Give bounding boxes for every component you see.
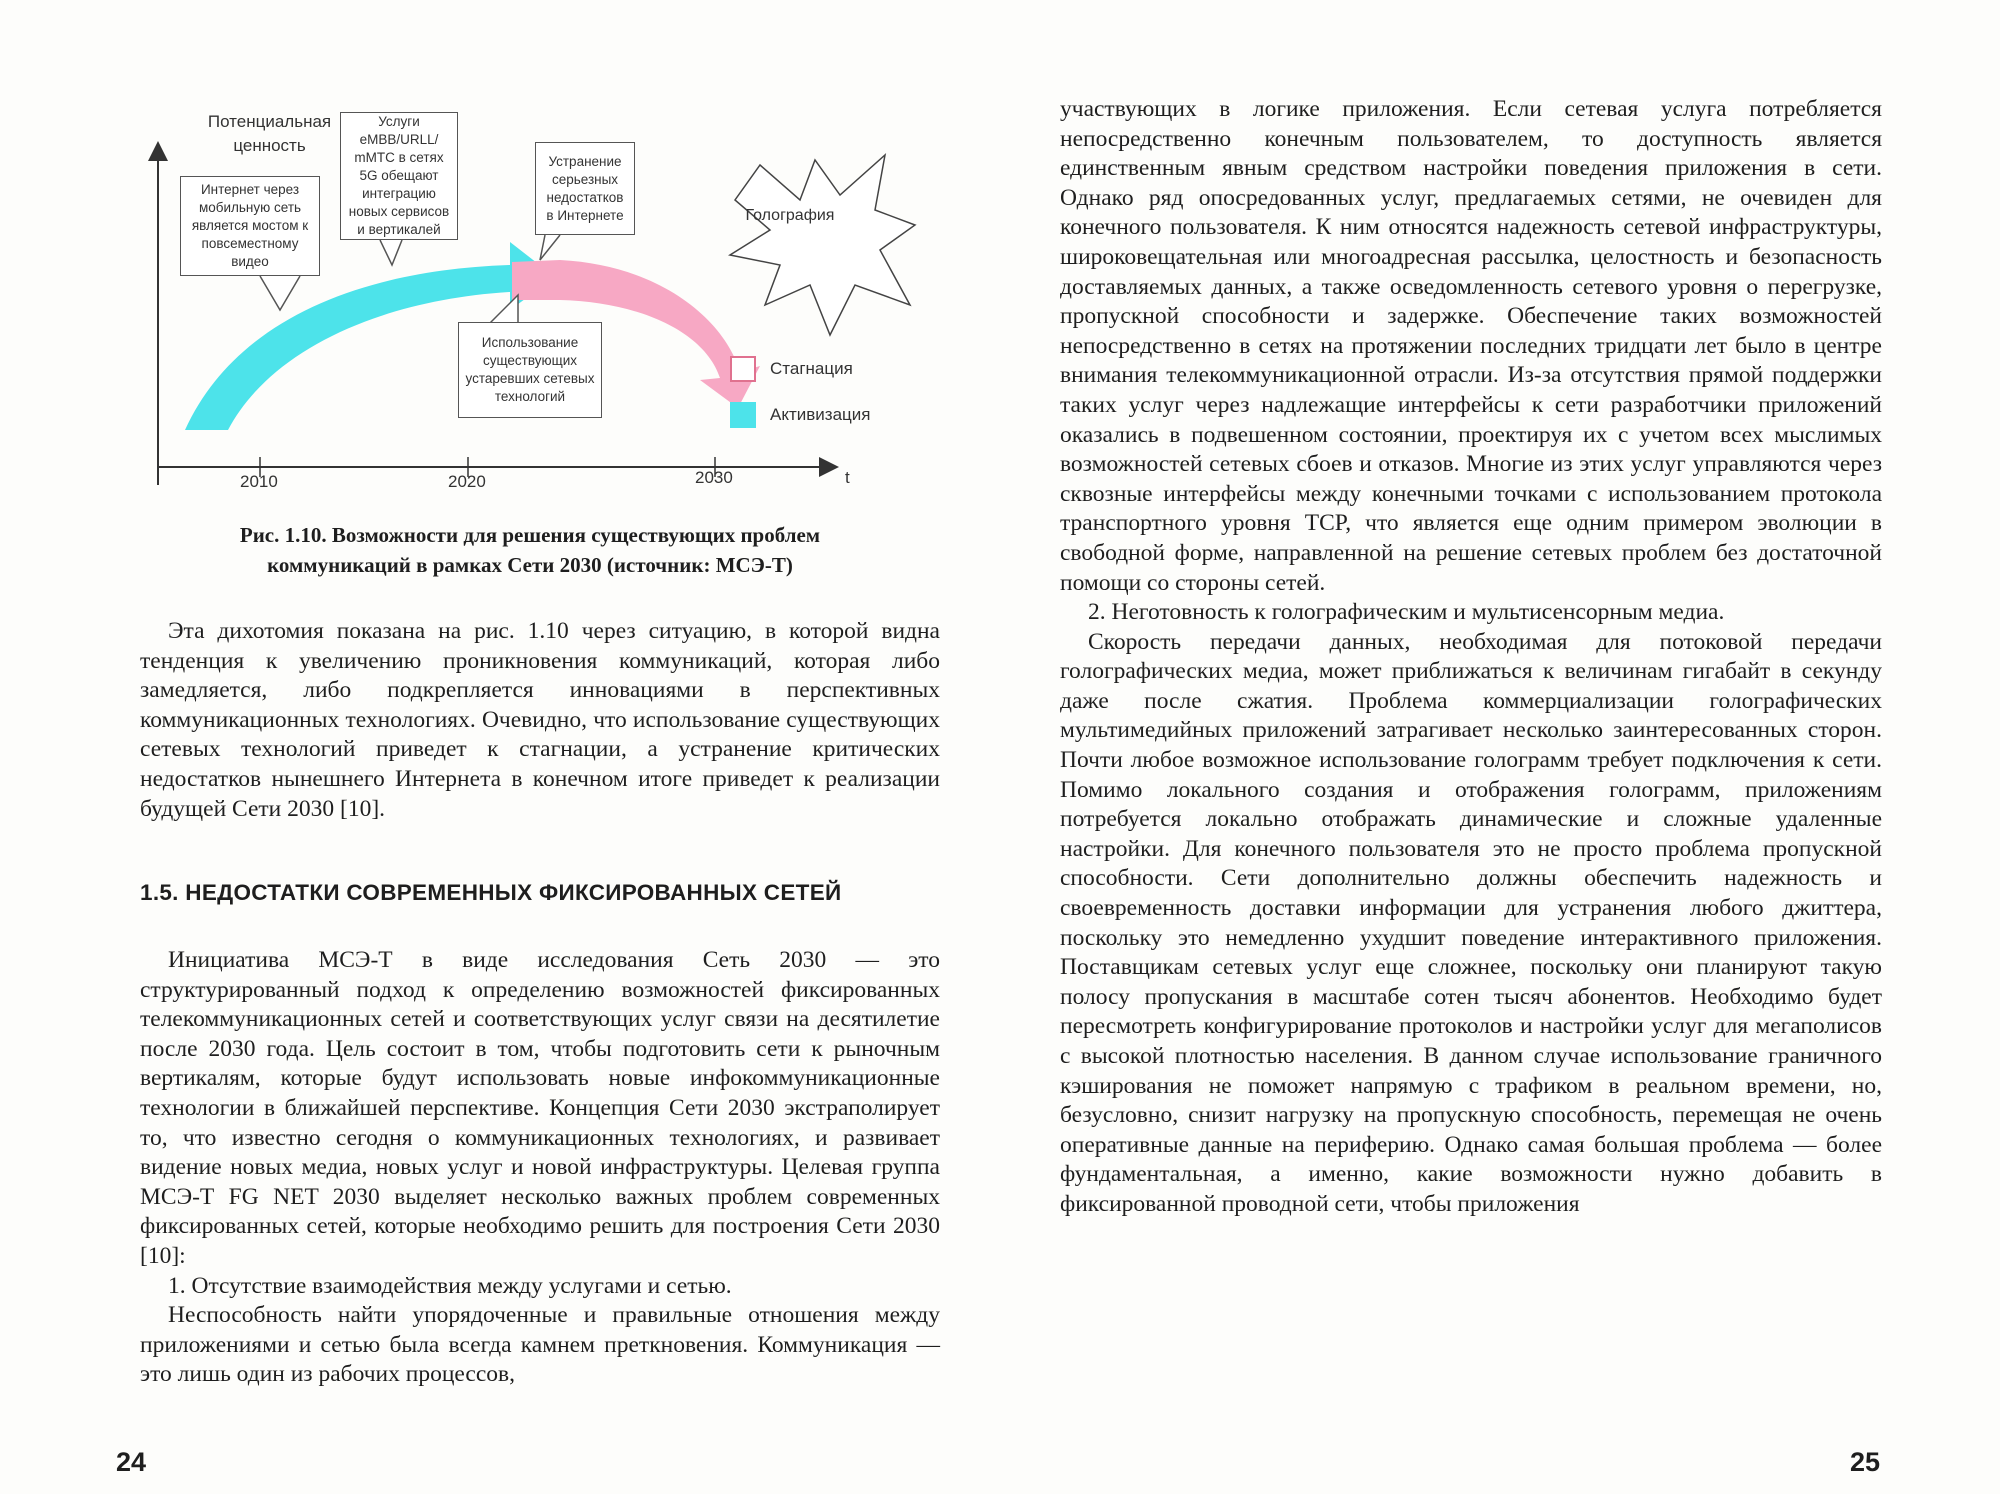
- right-text: [1060, 95, 1882, 1220]
- legend-stagnation-label: Стагнация: [770, 359, 853, 378]
- callout-pointer-legacy: [490, 295, 518, 323]
- caption-line-1: Рис. 1.10. Возможности для решения существующих проблем: [239, 523, 821, 547]
- tick-label-2010: 2010: [240, 472, 278, 491]
- paragraph: Инициатива МСЭ-Т в виде исследования Сеть 2030 — это структурированный подход к определению возможностей фиксированных телекоммуникационных сетей и соответствующих услуг связи на десятилетие после 2030 года. Цель состоит в том, чтобы подготовить сети к рыночным вертикалям, которые будут использовать новые инфокоммуникационные технологии в ближайшей перспективе. Концепция Сети 2030 экстраполирует то, что известно сегодня о коммуникационных технологиях, и развивает видение новых медиа, новых услуг и новой инфраструктуры. Целевая группа МСЭ-Т FG NET 2030 выделяет несколько важных проблем современных фиксированных сетей, которые необходимо решить для построения Сети 2030 [10]:: [140, 947, 940, 1269]
- holography-star: [730, 155, 915, 335]
- callout-pointer-elimination: [540, 235, 560, 260]
- callout-pointer-internet: [260, 276, 300, 310]
- callout-pointer-services: [380, 240, 402, 265]
- paragraph: Эта дихотомия показана на рис. 1.10 через ситуацию, в которой видна тенденция к увеличению проникновения коммуникаций, которая либо замедляется, либо подкрепляется инновациями в перспективных коммуникационных технологиях. Очевидно, что использование существующих сетевых технологий приведет к стагнации, а устранение критических недостатков нынешнего Интернета в конечном итоге приведет к реализации будущей Сети 2030 [10].: [140, 618, 940, 822]
- section-title: 1.5. НЕДОСТАТКИ СОВРЕМЕННЫХ ФИКСИРОВАННЫХ СЕТЕЙ: [140, 880, 842, 905]
- paragraph: участвующих в логике приложения. Если сетевая услуга потребляется непосредственно конечным пользователем, то доступность является единственным явным средством настройки поведения приложения в сети. Однако ряд опосредованных услуг, предлагаемых сетями, не очевиден для конечного пользователя. К ним относятся надежность сетевой инфраструктуры, широковещательная или многоадресная рассылка, целостность и безопасность доставляемых данных, а также осведомленность сетевого уровня о перегрузке, пропускной способности и задержке. Обеспечение таких возможностей непосредственно в сетях на протяжении последних тридцати лет было в центре внимания телекоммуникационной отрасли. Из-за отсутствия прямой поддержки таких услуг через надлежащие интерфейсы к сети разработчики приложений оказались в подвешенном состоянии, проектируя их с учетом всех мыслимых возможностей сетевых сбоев и отказов. Многие из этих услуг управляются через сквозные интерфейсы между конечными точками с использованием протокола транспортного уровня TCP, что является еще одним примером эволюции в свободной форме, направленной на решение сетевых проблем без достаточной помощи со стороны сетей.: [1060, 96, 1882, 596]
- x-axis-label: t: [845, 468, 850, 487]
- stagnation-swatch: [730, 356, 756, 382]
- page-number-right: 25: [1850, 1447, 1881, 1477]
- callout-legacy: Использование существующих устаревших сетевых технологий: [458, 322, 602, 418]
- list-item-1: 1. Отсутствие взаимодействия между услугами и сетью.: [168, 1272, 732, 1299]
- callout-internet: Интернет через мобильную сеть является мостом к повсеместному видео: [180, 176, 320, 276]
- figure-1-10: [140, 100, 940, 500]
- paragraph: Скорость передачи данных, необходимая для потоковой передачи голографических медиа, может приближаться к величинам гигабайт в секунду даже после сжатия. Проблема коммерциализации голографических мультимедийных приложений затрагивает несколько заинтересованных сторон. Почти любое возможное использование голограмм требует подключения к сети. Помимо локального создания и отображения голограмм, приложениям потребуется локально отображать динамические и сложные удаленные настройки. Для конечного пользователя это не просто проблема пропускной способности. Сети дополнительно должны обеспечить надежность и своевременность доставки информации для устранения любого джиттера, поскольку это немедленно ухудшит поведение интерактивного приложения. Поставщикам сетевых услуг еще сложнее, поскольку они планируют такую полосу пропускания в масштабе сотен тысяч абонентов. Необходимо будет пересмотреть конфигурирование протоколов и настройки услуг для мегаполисов с высокой плотностью населения. В данном случае использование граничного кэширования не поможет напрямую с трафиком в реальном времени, но, безусловно, снизит нагрузку на пропускную способность, перемещая не очень оперативные данные на периферию. Однако самая большая проблема — более фундаментальная, а именно, какие возможности нужно добавить в фиксированной проводной сети, чтобы приложения: [1060, 628, 1882, 1217]
- tick-label-2030: 2030: [695, 468, 733, 487]
- activation-swatch: [730, 402, 756, 428]
- left-paragraph-2: [140, 946, 940, 1390]
- paragraph: Неспособность найти упорядоченные и правильные отношения между приложениями и сетью была всегда камнем преткновения. Коммуникация — это лишь один из рабочих процессов,: [140, 1302, 940, 1388]
- figure-caption: [140, 520, 920, 580]
- page-number-left: 24: [116, 1447, 147, 1477]
- callout-services: Услуги eMBB/URLL/ mMTC в сетях 5G обещают интеграцию новых сервисов и вертикалей: [340, 112, 458, 240]
- legend-activation: [730, 402, 870, 428]
- tick-label-2020: 2020: [448, 472, 486, 491]
- legend-activation-label: Активизация: [770, 405, 871, 424]
- left-paragraph-1: [140, 617, 940, 824]
- callout-elimination: Устранение серьезных недостатков в Интернете: [535, 142, 635, 235]
- right-page: [1000, 0, 2000, 1494]
- star-label: Голография: [745, 207, 835, 224]
- y-axis-label: Потенциальная ценность: [207, 112, 332, 155]
- legend-stagnation: [730, 356, 853, 382]
- list-item-2: 2. Неготовность к голографическим и мультисенсорным медиа.: [1088, 599, 1725, 626]
- caption-line-2: коммуникаций в рамках Сети 2030 (источник: МСЭ-Т): [267, 553, 793, 577]
